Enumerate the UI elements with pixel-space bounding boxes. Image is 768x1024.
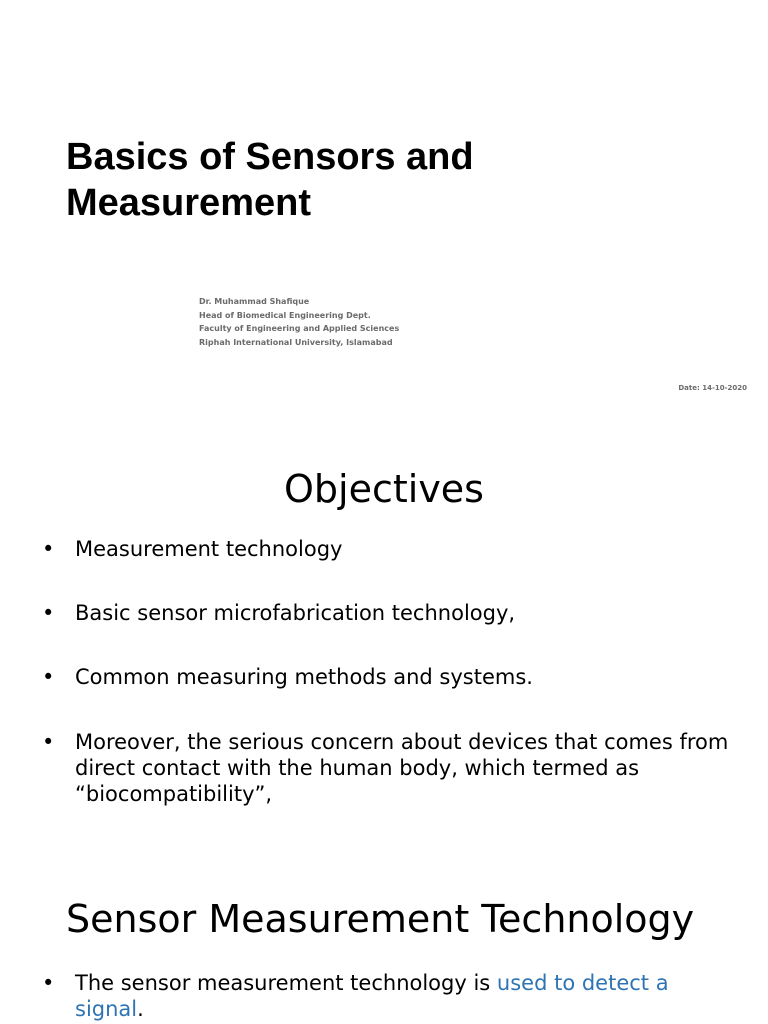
- slide-title-line-2: Measurement: [66, 182, 311, 224]
- sensor-measurement-bullet: [42, 970, 732, 1022]
- objective-item: [42, 536, 732, 562]
- presentation-date: Date: 14-10-2020: [678, 384, 747, 392]
- slide-title-line-1: Basics of Sensors and: [66, 136, 474, 178]
- objective-item: [42, 600, 732, 626]
- bullet-dot: •: [42, 665, 55, 689]
- bullet-text-prefix: The sensor measurement technology is: [75, 971, 497, 995]
- sensor-measurement-text: [75, 970, 732, 1022]
- bullet-dot: •: [42, 601, 55, 625]
- highlighted-phrase: used to detect a signal: [75, 971, 669, 1021]
- author-university: Riphah International University, Islamabad: [199, 337, 393, 347]
- author-name: Dr. Muhammad Shafique: [199, 297, 310, 306]
- objectives-heading: Objectives: [284, 467, 484, 511]
- bullet-dot: •: [42, 971, 55, 995]
- sensor-measurement-heading: Sensor Measurement Technology: [66, 897, 695, 941]
- objective-text: Measurement technology: [75, 537, 343, 561]
- objective-item: [42, 729, 732, 807]
- objective-text: Basic sensor microfabrication technology,: [75, 601, 516, 625]
- objective-item: [42, 664, 732, 690]
- author-info: [199, 295, 399, 349]
- objective-text: Moreover, the serious concern about devices that comes from direct contact with the human body, which termed as “biocompatibility”,: [75, 730, 729, 806]
- author-position: Head of Biomedical Engineering Dept.: [199, 310, 371, 320]
- author-faculty: Faculty of Engineering and Applied Sciences: [199, 324, 400, 333]
- objective-text: Common measuring methods and systems.: [75, 665, 533, 689]
- slide-title: [66, 134, 666, 226]
- bullet-dot: •: [42, 730, 55, 754]
- bullet-text-suffix: .: [137, 997, 144, 1021]
- bullet-dot: •: [42, 537, 55, 561]
